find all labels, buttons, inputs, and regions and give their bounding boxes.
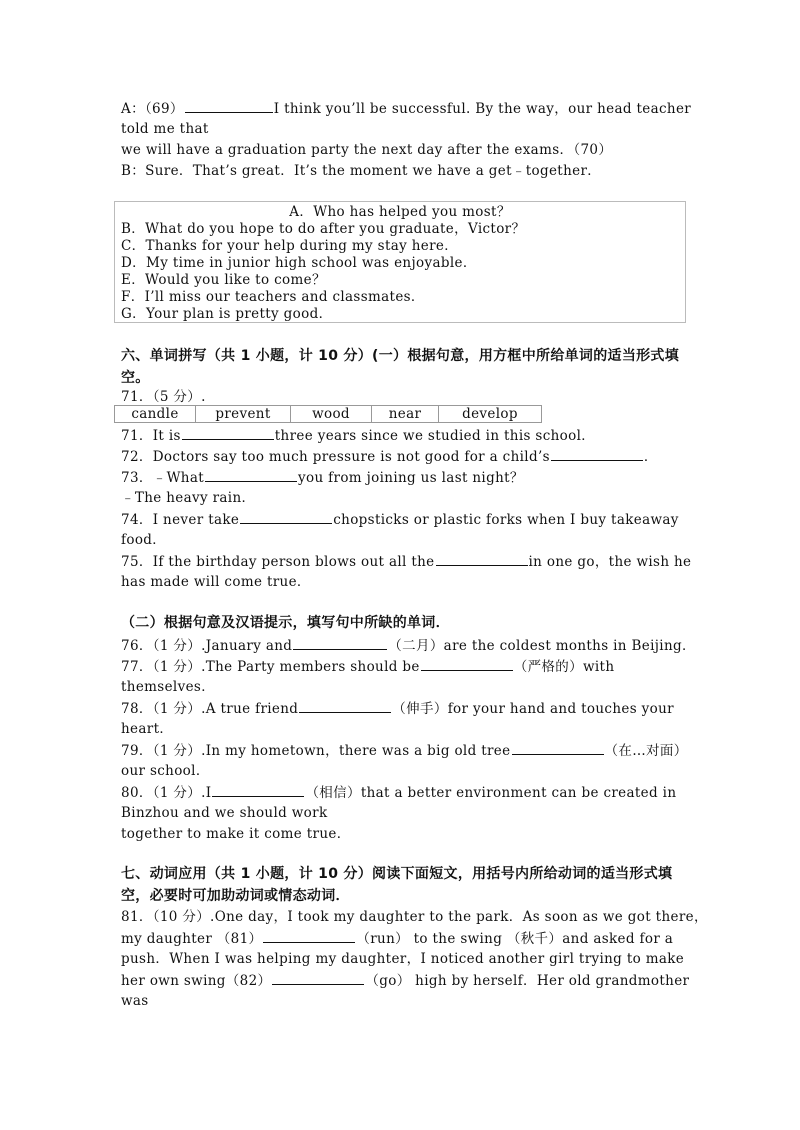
- passage-line: 81．（10 分）.One day，I took my daughter to the park．As soon as we got there，: [121, 909, 708, 925]
- dialogue-line: we will have a graduation party the next day after the exams．（70）: [121, 142, 613, 158]
- question-text: 75．If the birthday person blows out all the: [121, 554, 435, 570]
- word-cell: develop: [462, 406, 518, 422]
- section-heading: 七、动词应用（共 1 小题，计 10 分）阅读下面短文，用括号内所给动词的适当形式填: [121, 866, 673, 882]
- option-d: D．My time in junior high school was enjoyable．: [121, 255, 477, 271]
- word-cell: wood: [291, 406, 372, 422]
- question-text: 71．It is: [121, 428, 181, 444]
- answer-blank[interactable]: [182, 425, 274, 440]
- options-box: [114, 201, 686, 323]
- question-text: 80．（1 分）.I: [121, 785, 212, 801]
- question-text: （严格的）with: [513, 659, 615, 675]
- passage-text: （go） high by herself．Her old grandmother: [365, 973, 690, 989]
- passage-line-81: [121, 928, 691, 949]
- question-text: 74．I never take: [121, 512, 240, 528]
- answer-blank-82[interactable]: [272, 970, 364, 985]
- question-text: 78．（1 分）.A true friend: [121, 701, 299, 717]
- question-78: [121, 698, 691, 719]
- word-bank-table: [114, 405, 542, 423]
- section-heading: 空，必要时可加助动词或情态动词．: [121, 888, 350, 904]
- answer-blank-81[interactable]: [263, 928, 355, 943]
- dialogue-line-a: [121, 98, 691, 119]
- passage-line: push．When I was helping my daughter，I noticed another girl trying to make: [121, 951, 685, 967]
- question-text: （二月）are the coldest months in Beijing．: [388, 638, 696, 654]
- question-79-cont: our school．: [121, 763, 210, 779]
- question-text: 79．（1 分）.In my hometown，there was a big old tree: [121, 743, 511, 759]
- question-text: （相信）that a better environment can be created in: [305, 785, 677, 801]
- question-77-cont: themselves．: [121, 679, 216, 695]
- answer-blank[interactable]: [205, 467, 297, 482]
- option-a: A．Who has helped you most？: [289, 204, 511, 220]
- section-heading: （二）根据句意及汉语提示，填写句中所缺的单词．: [121, 615, 450, 631]
- question-80-cont: together to make it come true．: [121, 826, 351, 842]
- answer-blank[interactable]: [512, 740, 604, 755]
- passage-line-82: [121, 970, 691, 991]
- answer-blank[interactable]: [293, 635, 387, 650]
- question-text: three years since we studied in this school．: [274, 428, 596, 444]
- question-text: 72．Doctors say too much pressure is not good for a child’s: [121, 449, 550, 465]
- question-76: [121, 635, 696, 656]
- option-b: B．What do you hope to do after you graduate，Victor？: [121, 221, 526, 237]
- question-75-cont: has made will come true．: [121, 574, 311, 590]
- question-73-reply: ﹣The heavy rain．: [121, 490, 256, 506]
- question-74-cont: food．: [121, 532, 167, 548]
- answer-blank[interactable]: [436, 551, 528, 566]
- question-text: ．: [643, 449, 658, 465]
- answer-blank-69[interactable]: [185, 98, 273, 113]
- question-80: [121, 782, 691, 803]
- option-c: C．Thanks for your help during my stay here．: [121, 238, 459, 254]
- passage-line: was: [121, 993, 149, 1009]
- dialogue-speaker-a: A：（69）: [121, 101, 184, 117]
- question-text: 73．﹣What: [121, 470, 205, 486]
- answer-blank[interactable]: [240, 509, 332, 524]
- dialogue-text: I think you’ll be successful. By the way，our head teacher: [273, 101, 692, 117]
- question-71: [121, 425, 691, 446]
- question-text: 77．（1 分）.The Party members should be: [121, 659, 420, 675]
- question-78-cont: heart．: [121, 721, 174, 737]
- answer-blank[interactable]: [551, 446, 643, 461]
- passage-text: my daughter （81）: [121, 931, 263, 947]
- question-text: （在…对面）: [604, 743, 688, 759]
- question-80-cont: Binzhou and we should work: [121, 805, 328, 821]
- question-77: [121, 656, 691, 677]
- passage-text: （run） to the swing （秋千）and asked for a: [356, 931, 674, 947]
- option-e: E．Would you like to come？: [121, 272, 326, 288]
- question-73: [121, 467, 691, 488]
- option-f: F．I’ll miss our teachers and classmates．: [121, 289, 425, 305]
- question-text: in one go，the wish he: [528, 554, 692, 570]
- section-heading: 六、单词拼写（共 1 小题，计 10 分）(一）根据句意，用方框中所给单词的适当形式填: [121, 348, 680, 364]
- passage-text: her own swing（82）: [121, 973, 272, 989]
- question-75: [121, 551, 691, 572]
- option-g: G．Your plan is pretty good．: [121, 306, 333, 322]
- question-text: you from joining us last night？: [298, 470, 524, 486]
- answer-blank[interactable]: [299, 698, 391, 713]
- dialogue-line: told me that: [121, 121, 209, 137]
- answer-blank[interactable]: [421, 656, 513, 671]
- answer-blank[interactable]: [212, 782, 304, 797]
- question-72: [121, 446, 691, 467]
- question-text: chopsticks or plastic forks when I buy takeaway: [333, 512, 679, 528]
- word-cell: near: [372, 406, 439, 422]
- question-header: 71．（5 分）.: [121, 389, 206, 405]
- word-cell: candle: [115, 406, 196, 422]
- question-text: 76．（1 分）.January and: [121, 638, 293, 654]
- question-text: （伸手）for your hand and touches your: [392, 701, 674, 717]
- word-cell: prevent: [196, 406, 291, 422]
- dialogue-line-b: B：Sure．That’s great．It’s the moment we have a get﹣together．: [121, 163, 602, 179]
- section-heading: 空。: [121, 370, 150, 386]
- question-79: [121, 740, 691, 761]
- question-74: [121, 509, 691, 530]
